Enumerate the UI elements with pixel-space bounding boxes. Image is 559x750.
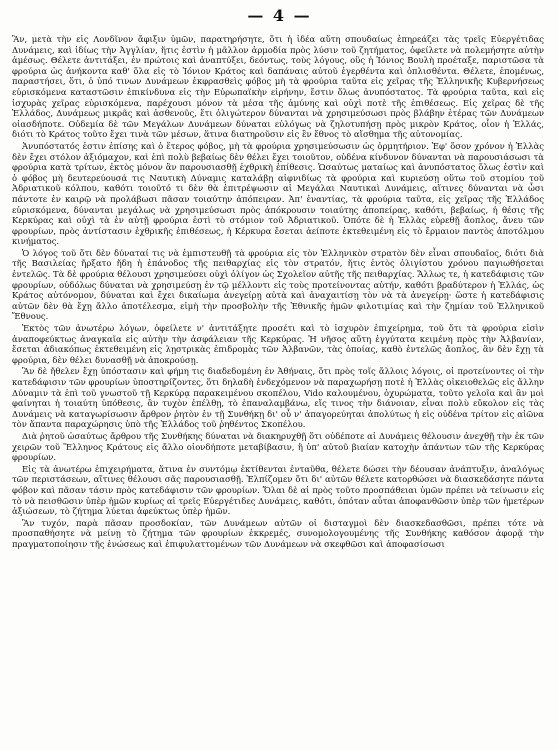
paragraph: Ἂν δὲ ἤθελεν ἔχῃ ὑπόστασιν καὶ φήμη τις διαδεδομένη ἐν Ἀθήναις, ὅτι πρὸς τοῖς ἄλλοις λόγοις, οἱ προτείνοντες οἱ τὴν κατεδάφισιν τῶν φρουρίων ὑποστηρίζοντες, ὅτι δηλαδὴ ἐνδεχόμενον νὰ παραχωρήσῃ ποτὲ ἡ Ἑλλὰς οἰκειοθελῶς εἰς ἄλλην Δύναμιν τὰ ἐπὶ τοῦ γνωστοῦ τῇ Κερκύρᾳ παρακειμένου σκοπέλου, Vido καλουμένου, ὀχυρώματα, τοῦτο γελοῖα καὶ ἂν μοὶ φαίνηται ἡ τοιαύτη ὑπόθεσις, ἂν τυχὸν ἐπέλθῃ, τὸ ἐπαναλαμβάνω, εἴς τινος τὴν διάνοιαν, εἶναι πολὺ εὔκολον εἰς τὰς Δυνάμεις νὰ καταγωρίσωσιν ἄρθρον ῥητὸν ἐν τῇ Συνθήκῃ δι' οὗ ν' ἀπαγορεύηται ἀπολύτως ἡ εἰς οὐδένα τρίτον εἰς αἰῶνα τὸν ἅπαντα παραχώρησις ὑπὸ τῆς Ἑλλάδος τοῦ ῥηθέντος Σκοπέλου.: [12, 366, 544, 430]
paragraph: Ἂν, μετὰ τὴν εἰς Λονδῖνον ἄφιξιν ὑμῶν, παρατηρήσητε, ὅτι ἡ ἰδέα αὕτη σπουδαίως ἐπηρεάζει τὰς τρεῖς Εὐεργέτιδας Δυνάμεις, καὶ ἰδίως τὴν Ἀγγλίαν, ἥτις ἐστὶν ἡ μᾶλλον ἁρμοδία πρὸς λύσιν τοῦ ζητήματος, ὀφείλετε νὰ πολεμήσητε αὐτὴν ἀμέσως. Θέλετε ἀντιτάξει, ἐν πρώτοις καὶ ἀναπτύξει, δεόντως, τοὺς λόγους, οὓς ἡ Ἰόνιος Βουλὴ προέταξε, παριστῶσα τὰ φρούρια ὡς ἀνήκοντα καθ' ὅλα εἰς τὸ Ἰόνιον Κράτος καὶ δαπάναις αὐτοῦ ἐγερθέντα καὶ ὁπλισθέντα. Θέλετε, ἐπομένως, παραστήσει, ὅτι, ὁ ὑπό τινων Δυνάμεων ἐκφρασθεὶς φόβος μὴ τὰ φρούρια ταῦτα εἰς χεῖρας τῆς Ἑλληνικῆς Κυβερνήσεως εὑρισκόμενα καταστῶσιν ἐπικίνδυνα εἰς τὴν Εὐρωπαϊκὴν εἰρήνην, ἔστιν ὅλως ἀνυπόστατος. Τὰ φρούρια ταῦτα, καὶ εἰς ἰσχυρὰς χεῖρας εὑρισκόμενα, παρέχουσι μόνον τὰ μέσα τῆς ἀμύνης καὶ οὐχὶ ποτὲ τῆς ἐπιθέσεως. Εἰς χεῖρας δὲ τῆς Ἑλλάδος, Δυνάμεως μικρᾶς καὶ ἀσθενοῦς, ἔτι ὀλιγώτερον δύνανται νὰ χρησιμεύσωσι πρὸς βλάβην ἑτέρας τῶν Δυνάμεων οἱασδήποτε. Οὐδεμία δὲ τῶν Μεγάλων Δυνάμεων δύναται εὐλόγως νὰ ζηλοτυπήσῃ πρὸς μικρὸν Κράτος, οἷον ἡ Ἑλλάς, διότι τὸ Κράτος τοῦτο ἔχει τινὰ τῶν μέσων, ἅτινα διατηροῦσιν εἰς ἓν ἔθνος τὸ αἴσθημα τῆς αὐτονομίας.: [12, 34, 544, 140]
page-number: — 4 —: [247, 6, 312, 25]
body-text: [12, 34, 544, 744]
paragraph: Διὰ ῥητοῦ ὡσαύτως ἄρθρου τῆς Συνθήκης δύναται νὰ διακηρυχθῇ ὅτι οὐδέποτε αἱ Δυνάμεις θέλουσιν ἀνεχθῇ τὴν ἐκ τῶν χειρῶν τοῦ Ἕλληνος Κράτους εἰς ἄλλο οἱονδήποτε μεταβίβασιν, ἢ ὑπ' αὐτοῦ βιαίαν κατοχὴν ἁπάντων τῶν τῆς Κερκύρας φρουρίων.: [12, 430, 544, 463]
paragraph: Ἐκτὸς τῶν ἀνωτέρω λόγων, ὀφείλετε ν' ἀντιτάξητε προσέτι καὶ τὸ ἰσχυρὸν ἐπιχείρημα, τοῦ ὅτι τὰ φρούρια εἰσὶν ἀναποφεύκτως ἀναγκαῖα εἰς αὐτὴν τὴν ἀσφάλειαν τῆς Κερκύρας. Ἡ νῆσος αὕτη ἐγγύτατα κειμένη πρὸς τὴν Ἀλβανίαν, ἔσεται ἀδιακόπως ἐκτεθειμένη εἰς λῃστρικὰς ἐπιδρομὰς τῶν Ἀλβανῶν, τὰς ὁποίας, καθὸ ἐντελῶς ἄοπλος, ἂν δὲν ἔχῃ τὰ φρούρια, δὲν θέλει δυνασθῇ νὰ ἀποκρούσῃ.: [12, 323, 544, 365]
paragraph: Εἰς τὰ ἀνωτέρω ἐπιχειρήματα, ἅτινα ἐν συντόμῳ ἐκτίθενται ἐνταῦθα, θέλετε δώσει τὴν δέουσαν ἀνάπτυξιν, ἀναλόγως τῶν περιστάσεων, αἵτινες θέλουσι σᾶς παρουσιασθῇ. Ἐλπίζομεν ὅτι δι' αὐτῶν θέλετε κατορθώσει νὰ διασκεδάσητε πάντα φόβον καὶ πᾶσαν τάσιν πρὸς κατεδάφισιν τῶν φρουρίων. Ὅλαι δὲ αἱ πρὸς τοῦτο προσπάθειαι ὑμῶν πρέπει νὰ τείνωσιν εἰς τὸ νὰ πεισθῶσιν ὑπὲρ ἡμῶν κυρίως αἱ τρεῖς Εὐεργέτιδες Δυνάμεις, καθότι, ὁπόταν αὗται ἀποφανθῶσιν ὑπὲρ τῶν ἡμετέρων ἀξιώσεων, τὸ ζήτημα λύεται ἀφεύκτως ὑπὲρ ἡμῶν.: [12, 463, 544, 517]
paragraph: Ἀνυπόστατός ἐστιν ἐπίσης καὶ ὁ ἕτερος φόβος, μὴ τὰ φρούρια χρησιμεύσωσιν ὡς ὁρμητήριον. Ἐφ' ὅσον χρόνον ἡ Ἑλλὰς δὲν ἔχει στόλον ἀξιόμαχον, καὶ ἐπὶ πολὺ βεβαίως δὲν θέλει ἔχει τοιοῦτον, οὐδένα κίνδυνον δύνανται νὰ παρουσιάσωσι τὰ φρούρια κατὰ τρίτων, ἐκτὸς μόνον ἂν παρουσιασθῇ ἐχθρικὴ ἐπίθεσις. Ὡσαύτως ματαίως καὶ ἀνυπόστατος ὅλως ἐστὶν καὶ ὁ φόβος μὴ δευτερεύουσά τις Ναυτικὴ Δύναμις καταλάβῃ αἰφνιδίως τὰ φρούρια καὶ κυριεύσῃ οὕτω τοῦ στομίου τοῦ Ἀδριατικοῦ κόλπου, καθότι τοιοῦτό τι δὲν θὰ ἐπιτρέψωσιν αἱ Μεγάλαι Ναυτικαὶ Δυνάμεις, αἵτινες δύνανται νὰ ὦσι πάντοτε ἐν καιρῷ νὰ προλάβωσι πᾶσαν τοιαύτην ἀπόπειραν. Ἀπ' ἐναντίας, τὰ φρούρια ταῦτα, εἰς χεῖρας τῆς Ἑλλάδος εὑρισκόμενα, δύνανται μεγάλως νὰ χρησιμεύσωσι πρὸς ἀπόκρουσιν τοιαύτης ἀποπείρας, καθότι, βεβαίως, ἡ θέσις τῆς Κερκύρας καὶ οὐχὶ τὰ ἐν αὐτῇ φρούρια ἐστὶ τὸ στόμιον τοῦ Ἀδριατικοῦ. Ὁπότε δὲ ἡ Ἑλλὰς εὑρεθῇ ἄοπλος, ἄνευ τῶν φρουρίων, πρὸς ἀντίστασιν ἐχθρικῆς ἐπιθέσεως, ἡ Κέρκυρα ἔσεται ἀείποτε ἐκτεθειμένη εἰς τὸ ἔρμαιον παντὸς ἀποτόλμου κινήματος.: [12, 140, 544, 247]
paragraph: Ἂν τυχόν, παρὰ πᾶσαν προσδοκίαν, τῶν Δυνάμεων αὐτῶν οἱ δισταγμοὶ δὲν διασκεδασθῶσι, πρέπει τότε νὰ προσπαθήσητε νὰ μείνῃ τὸ ζήτημα τῶν φρουρίων ἐκκρεμές, συνομολογουμένης τῆς Συνθήκης καθόσον ἀφορᾷ τὴν πραγματοποίησιν τῆς ἑνώσεως καὶ ἐπιφυλαττομένων τῶν Δυνάμεων νὰ σκεφθῶσι καὶ ἀποφασίσωσι: [12, 517, 544, 549]
paragraph: Ὁ λόγος τοῦ ὅτι δὲν δύναταί τις νὰ ἐμπιστευθῇ τὰ φρούρια εἰς τὸν Ἑλληνικὸν στρατὸν δὲν εἶναι σπουδαῖος, διότι διὰ τῆς Βασιλείας ἤρξατο ἤδη ἡ ἐπάνοδος τῆς πειθαρχίας εἰς τὸν στρατόν, ἥτις ἐντὸς ὀλιγίστου χρόνου παγιωθήσεται ἐντελῶς. Τὰ δὲ φρούρια θέλουσι χρησιμεύσει οὐχὶ ὀλίγον ὡς Σχολεῖον αὐτῆς τῆς πειθαρχίας. Ἄλλως τε, ἡ κατεδάφισις τῶν φρουρίων, οὐδόλως δύναται νὰ χρησιμεύσῃ ἐν τῷ μέλλοντι εἰς τοὺς προτείνοντας αὐτήν, καθότι βραδύτερον ἡ Ἑλλάς, ὡς Κράτος αὐτόνομον, δύναται καὶ ἔχει δικαίωμα ἀνεγείρῃ αὐτὰ καὶ ἀναχαιτίσῃ τὸν νὰ τὰ ἀνεγείρῃ· ὥστε ἡ κατεδάφισις αὐτῶν δὲν θὰ ἔχῃ ἄλλο ἀποτέλεσμα, εἰμὴ τὴν προσβολὴν τῆς Ἐθνικῆς ἡμῶν φιλοτιμίας καὶ τὴν ζημίαν τοῦ Ἑλληνικοῦ Ἔθνους.: [12, 247, 544, 322]
